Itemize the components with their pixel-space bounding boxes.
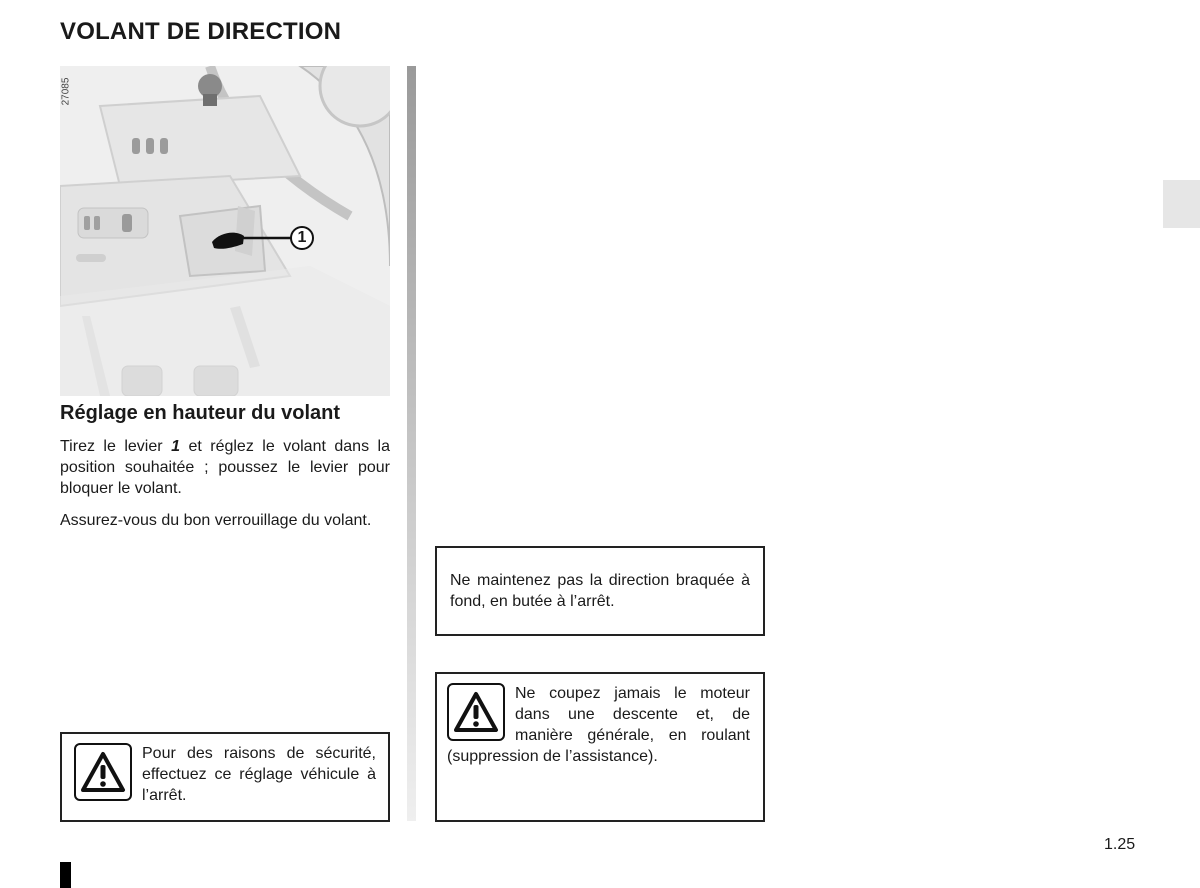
steering-column-illustration bbox=[60, 66, 390, 396]
chapter-thumb-tab bbox=[1163, 180, 1200, 228]
figure-reference-number: 27085 bbox=[60, 77, 72, 106]
warning-triangle-icon bbox=[74, 743, 132, 801]
column-divider bbox=[407, 66, 416, 821]
note-text-steering-lock: Ne maintenez pas la direction braquée à fond, en butée à l’arrêt. bbox=[450, 572, 750, 610]
note-box-steering-lock bbox=[435, 546, 765, 636]
page-number: 1.25 bbox=[1104, 836, 1136, 853]
warning-box-engine bbox=[435, 672, 765, 822]
dashboard-drawing bbox=[60, 66, 390, 396]
paragraph-text-end: et réglez le volant dans la position souhaitée ; poussez le levier pour bloquer le volant. bbox=[60, 438, 391, 497]
warning-text-engine: Ne coupez jamais le moteur dans une descente et, de manière générale, en roulant (suppression de l’assistance). bbox=[447, 685, 750, 765]
paragraph-adjust-instructions bbox=[60, 436, 390, 499]
corner-mark bbox=[60, 862, 71, 888]
figure-reference bbox=[62, 72, 80, 112]
warning-box-safety bbox=[60, 732, 390, 822]
callout-marker bbox=[290, 226, 314, 250]
section-heading: Réglage en hauteur du volant bbox=[60, 402, 341, 424]
lever-reference: 1 bbox=[171, 438, 180, 455]
page-title: VOLANT DE DIRECTION bbox=[60, 18, 342, 45]
callout-number: 1 bbox=[297, 229, 307, 246]
warning-triangle-icon bbox=[447, 683, 505, 741]
paragraph-text-start: Tirez le levier bbox=[60, 438, 172, 455]
warning-text-safety: Pour des raisons de sécurité, effectuez ce réglage véhicule à l’arrêt. bbox=[142, 745, 376, 804]
paragraph-lock-check: Assurez-vous du bon verrouillage du volant. bbox=[60, 512, 372, 529]
